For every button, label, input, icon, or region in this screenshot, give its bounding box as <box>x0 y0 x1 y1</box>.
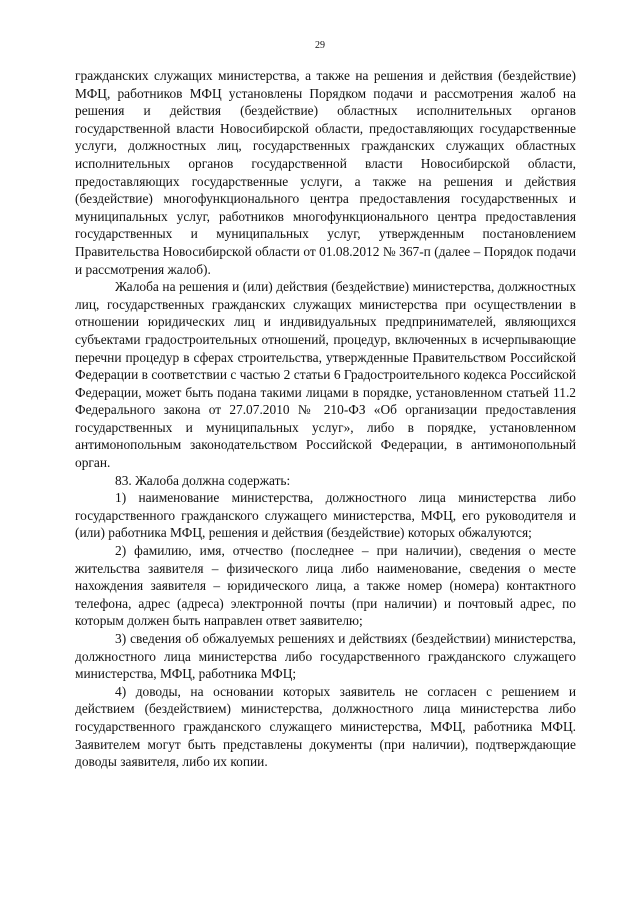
paragraph-continuation: гражданских служащих министерства, а также на решения и действия (бездействие) МФЦ, работников МФЦ установлены Порядком подачи и рассмотрения жалоб на решения и действия (бездействие) областных исполнительных органов государственной власти Новосибирской области, предоставляющих государственные услуги, должностных лиц, государственных гражданских служащих областных исполнительных органов государственной власти Новосибирской области, предоставляющих государственные услуги, а также на решения и действия (бездействие) многофункционального центра предоставления государственных и муниципальных услуг, работников многофункционального центра предоставления государственных и муниципальных услуг, утвержденным постановлением Правительства Новосибирской области от 01.08.2012 № 367-п (далее – Порядок подачи и рассмотрения жалоб). <box>75 68 576 277</box>
paragraph-complaint-procedure: Жалоба на решения и (или) действия (бездействие) министерства, должностных лиц, государственных гражданских служащих министерства при осуществлении в отношении юридических лиц и индивидуальных предпринимателей, являющихся субъектами градостроительных отношений, процедур, включенных в исчерпывающие перечни процедур в сферах строительства, утвержденные Правительством Российской Федерации в соответствии с частью 2 статьи 6 Градостроительного кодекса Российской Федерации, может быть подана такими лицами в порядке, установленном статьей 11.2 Федерального закона от 27.07.2010 № 210-ФЗ «Об организации предоставления государственных и муниципальных услуг», либо в порядке, установленном антимонопольным законодательством Российской Федерации, в антимонопольный орган. <box>75 279 576 471</box>
list-item-1: 1) наименование министерства, должностного лица министерства либо государственного гражданского служащего министерства, МФЦ, его руководителя и (или) работника МФЦ, решения и действия (бездействие) которых обжалуются; <box>75 490 576 541</box>
list-item-3: 3) сведения об обжалуемых решениях и действиях (бездействии) министерства, должностного лица министерства либо государственного гражданского служащего министерства, МФЦ, работника МФЦ; <box>75 631 576 682</box>
list-item-2: 2) фамилию, имя, отчество (последнее – при наличии), сведения о месте жительства заявителя – физического лица либо наименование, сведения о месте нахождения заявителя – юридического лица, а также номер (номера) контактного телефона, адрес (адреса) электронной почты (при наличии) и почтовый адрес, по которым должен быть направлен ответ заявителю; <box>75 543 576 629</box>
paragraph-83-heading: 83. Жалоба должна содержать: <box>115 472 291 488</box>
page-number: 29 <box>315 40 325 51</box>
list-item-4: 4) доводы, на основании которых заявитель не согласен с решением и действием (бездействием) министерства, должностного лица министерства либо государственного гражданского служащего министерства, МФЦ, работника МФЦ. Заявителем могут быть представлены документы (при наличии), подтверждающие доводы заявителя, либо их копии. <box>75 683 576 770</box>
document-body <box>75 67 576 771</box>
